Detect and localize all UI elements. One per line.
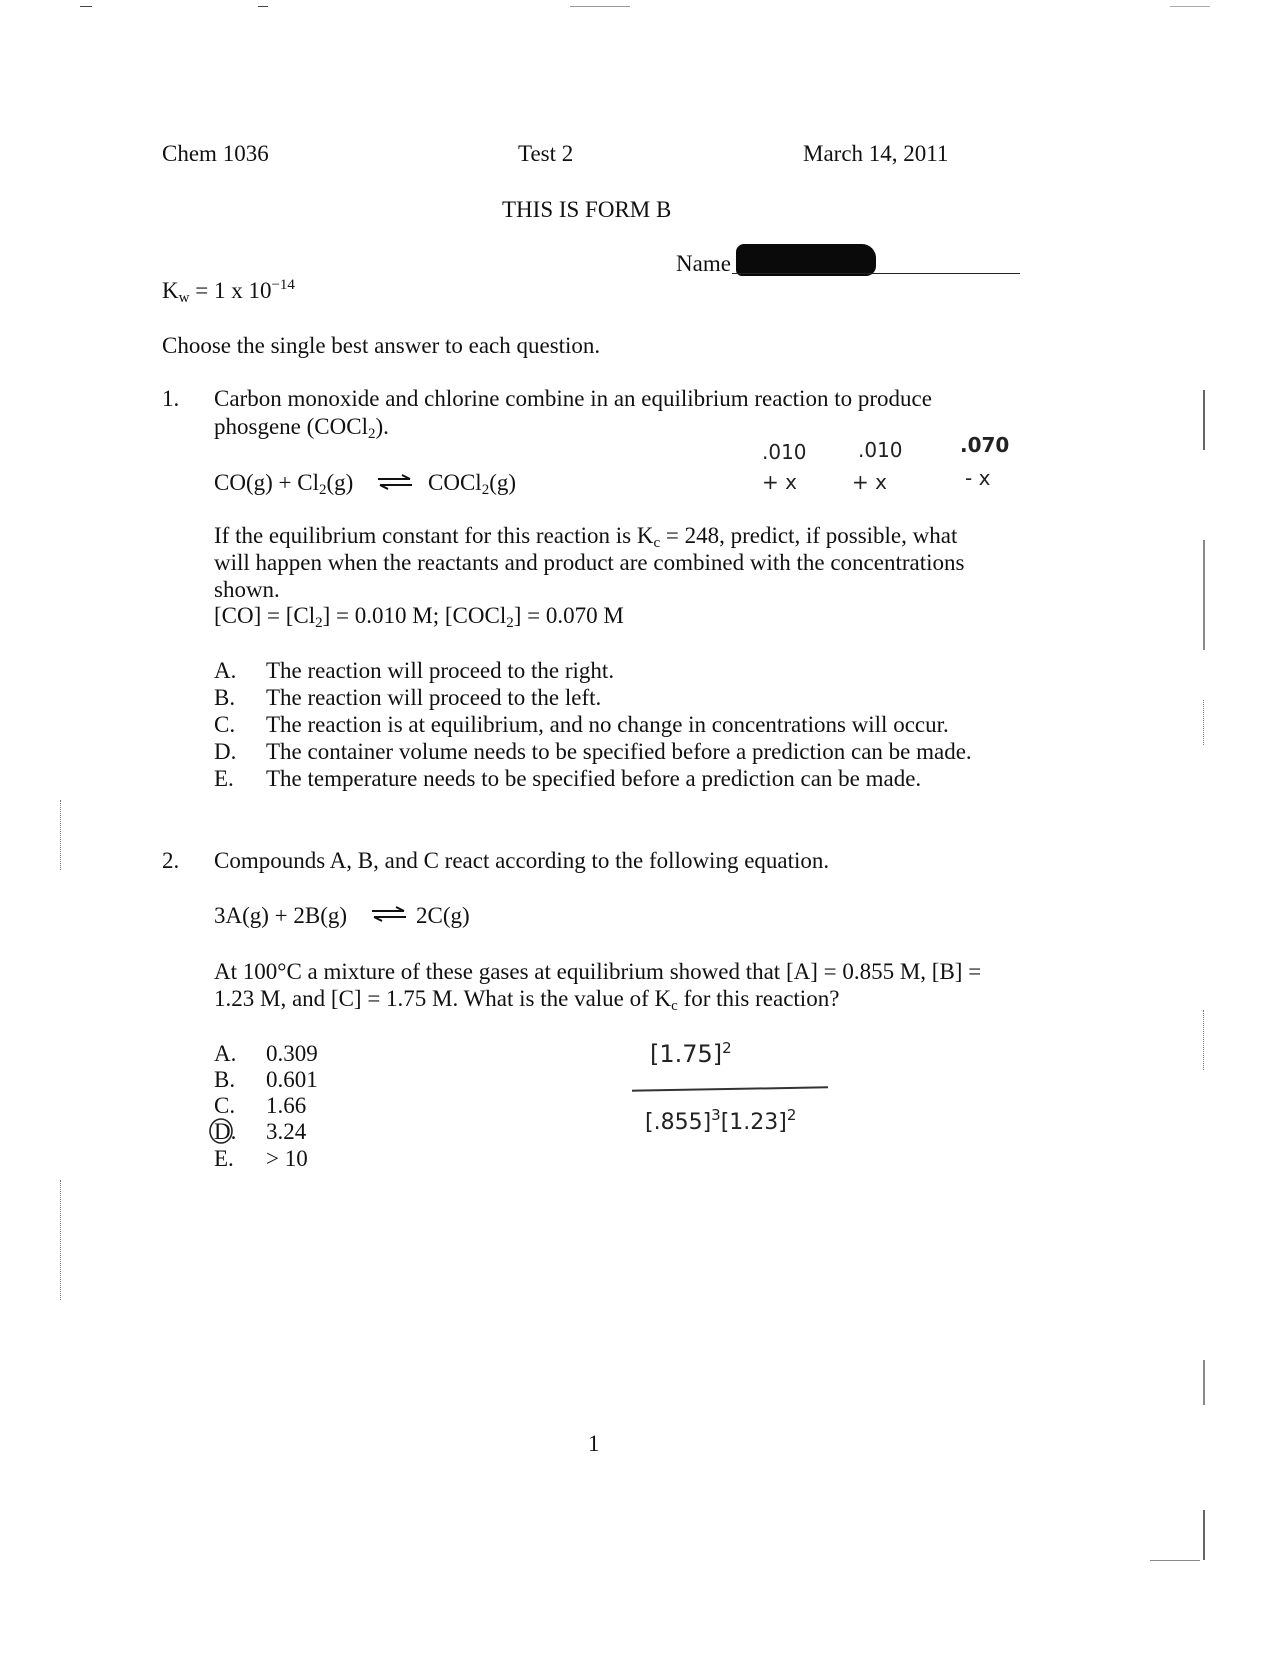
name-field-line: [732, 273, 1020, 274]
handwritten-fraction-bar: [632, 1086, 828, 1091]
question-2-para-line1: At 100°C a mixture of these gases at equilibrium showed that [A] = 0.855 M, [B] =: [214, 959, 982, 984]
question-2-equation-product: 2C(g): [416, 903, 470, 928]
selected-answer-circle-icon: [208, 1116, 238, 1146]
question-1-para-line1: If the equilibrium constant for this reaction is $K_c = 248$, predict, if possible, what: [214, 523, 958, 551]
instructions: Choose the single best answer to each question.: [162, 333, 601, 358]
equilibrium-arrow-icon: [376, 474, 414, 490]
test-label: Test 2: [518, 141, 574, 166]
question-1-number: 1.: [162, 386, 180, 411]
question-1-text-line1: Carbon monoxide and chlorine combine in an equilibrium reaction to produce: [214, 386, 932, 411]
question-2-number: 2.: [162, 848, 180, 873]
question-1-equation-product: COCl$_2$(g): [428, 470, 517, 498]
equilibrium-arrow-icon: [370, 906, 408, 922]
question-2-text: Compounds A, B, and C react according to the following equation.: [214, 848, 830, 873]
scan-edge-line: [1203, 1360, 1205, 1405]
course-label: Chem 1036: [162, 141, 269, 166]
scan-edge-line: [1203, 1010, 1204, 1070]
page-number: 1: [588, 1431, 600, 1456]
scan-mark: [570, 6, 630, 7]
question-1-equation: $CO(g) + Cl_2(g)$: [214, 470, 354, 498]
handwritten-note: .070: [960, 433, 1010, 457]
handwritten-denominator: $[.855]^3[1.23]^2$: [645, 1106, 797, 1135]
question-1-para-line2: will happen when the reactants and product are combined with the concentrations: [214, 550, 965, 575]
scan-mark: [1150, 1560, 1200, 1561]
name-label: Name: [676, 251, 731, 276]
form-label: THIS IS FORM B: [502, 197, 672, 222]
scan-mark: [258, 6, 268, 7]
handwritten-note: + x: [762, 470, 797, 494]
scan-edge-line: [60, 1180, 61, 1300]
question-2-para-line2: 1.23 M, and [C] = 1.75 M. What is the value of $K_c$ for this reaction?: [214, 986, 840, 1014]
date-label: March 14, 2011: [803, 141, 949, 166]
kw-constant: $K_w = 1$ x $10^{-14}$: [162, 277, 295, 306]
scan-edge-line: [1203, 390, 1205, 450]
scan-mark: [80, 6, 92, 7]
handwritten-note: .010: [858, 438, 903, 462]
question-1-text-line2: phosgene (COCl$_2$).: [214, 414, 389, 442]
scan-edge-line: [60, 800, 61, 870]
handwritten-note: .010: [762, 440, 807, 464]
scan-edge-line: [1203, 700, 1204, 745]
scan-edge-line: [1203, 1510, 1205, 1560]
scan-mark: [1170, 6, 1210, 7]
question-2-equation: 3A(g) + 2B(g): [214, 903, 348, 928]
handwritten-numerator: $[1.75]^2$: [650, 1039, 732, 1068]
handwritten-note: + x: [852, 470, 887, 494]
handwritten-note: - x: [965, 466, 991, 490]
question-1-para-line3: shown.: [214, 577, 280, 602]
exam-page: Chem 1036 Test 2 March 14, 2011 THIS IS FORM B Name $K_w = 1$ x $10^{-14}$ Choose the single best answer to each question. 1. Carbon monoxide and chlorine combine in an equilibrium reaction to produce phosgene (COCl$_2$). $CO(g) + Cl_2(g)$ COCl$_2$(g) .010 .010 .070 + x + x - x If the equilibrium constant for this reaction is $K_c = 248$, predict, if possible, what will happen when the reactants and product are combined with the concentrations shown. $[CO] = [Cl_2] = 0.010$ M; [COCl$_2$] = 0.070 M A. The reaction will proceed to the right. B. The reaction will proceed to the left. C. The reaction is at equilibrium, and no change in concentrations will occur. D. The container volume needs to be specified before a prediction can be made. E. The temperature needs to be specified before a prediction can be made. 2. Compounds A, B, and C react according to the following equation. 3A(g) + 2B(g) 2C(g) At 100°C a mixture of these gases at equilibrium showed that [A] = 0.855 M, [B] = 1.23 M, and [C] = 1.75 M. What is the value of $K_c$ for this reaction? A. 0.309 B. 0.601 C. 1.66 D. 3.24 E. > 10 $[1.75]^2$ $[.855]^3[1.23]^2$ 1: [0, 0, 1280, 1656]
question-1-concentrations: $[CO] = [Cl_2] = 0.010$ M; [COCl$_2$] = 0.070 M: [214, 603, 624, 631]
scan-edge-line: [1203, 540, 1205, 650]
redacted-name-mark: [736, 244, 876, 276]
